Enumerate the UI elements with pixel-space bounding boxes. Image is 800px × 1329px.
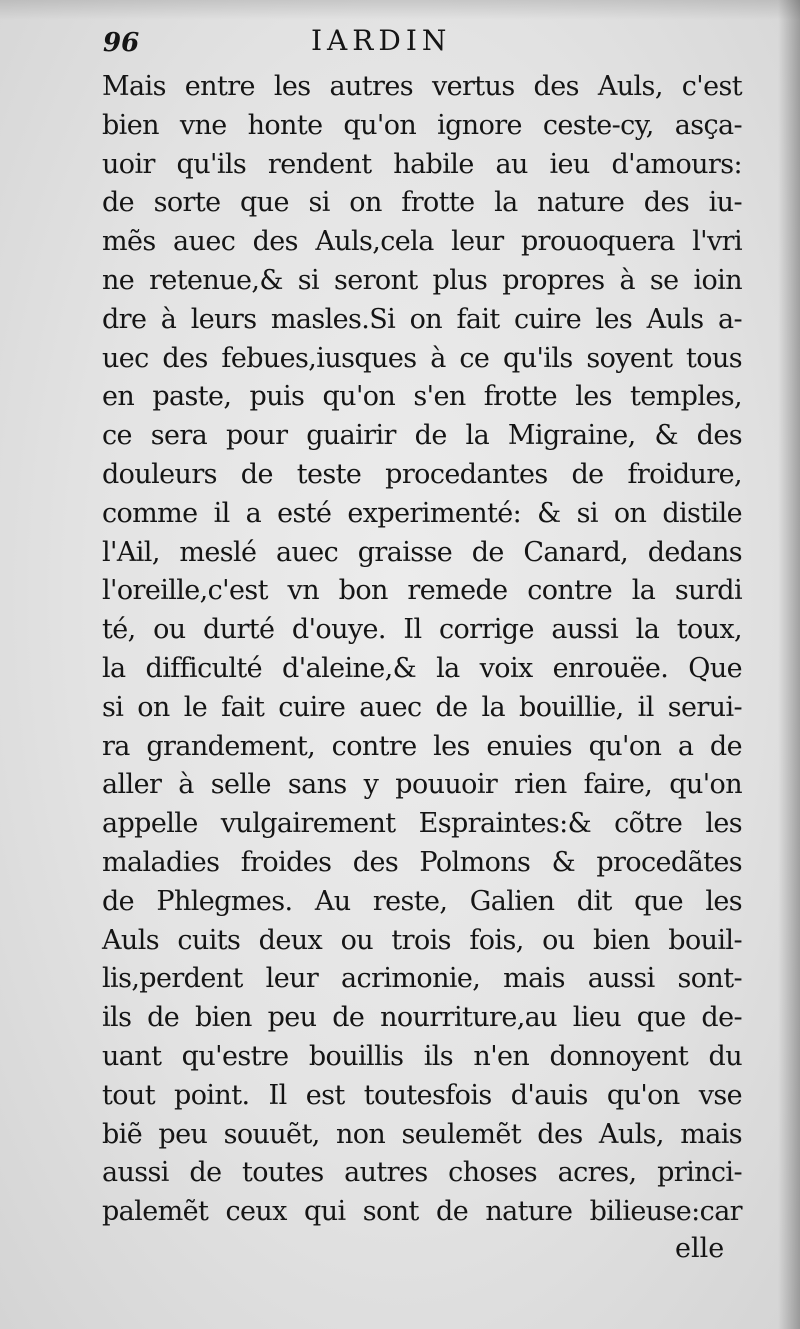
text-line: de Phlegmes. Au reste, Galien dit que les [102,885,742,917]
text-line: appelle vulgairement Espraintes:& cõtre les [102,808,742,840]
text-line: Mais entre les autres vertus des Auls, c'est [102,71,742,102]
text-line: ra grandement, contre les enuies qu'on a de [102,730,742,762]
text-line: en paste, puis qu'on s'en frotte les temples, [102,381,742,413]
text-line: ils de bien peu de nourriture,au lieu que de- [102,1002,742,1034]
text-line: mẽs auec des Auls,cela leur prouoquera l'vri [102,226,742,258]
text-line: tout point. Il est toutesfois d'auis qu'on vse [102,1079,742,1111]
text-line: l'oreille,c'est vn bon remede contre la surdi [102,575,742,607]
text-line: aussi de toutes autres choses acres, princi- [102,1157,742,1189]
page-number: 96 [103,28,140,58]
page-gutter-shadow [778,0,800,1329]
text-line: ne retenue,& si seront plus propres à se ioin [102,264,742,296]
text-line: lis,perdent leur acrimonie, mais aussi sont- [102,963,742,995]
text-line: dre à leurs masles.Si on fait cuire les Auls a- [102,303,742,335]
running-head: IARDIN [311,24,452,57]
text-line: uoir qu'ils rendent habile au ieu d'amours: [102,148,742,180]
text-line: maladies froides des Polmons & procedãtes [102,846,742,878]
body-text [102,68,742,1232]
text-line: Auls cuits deux ou trois fois, ou bien bouil- [102,924,742,956]
text-line: de sorte que si on frotte la nature des iu- [102,187,742,219]
text-line: uant qu'estre bouillis ils n'en donnoyent du [102,1040,742,1072]
text-line: bien vne honte qu'on ignore ceste-cy, asça- [102,109,742,141]
text-line: palemẽt ceux qui sont de nature bilieuse:car [102,1196,742,1228]
page-header [103,12,743,62]
text-line: si on le fait cuire auec de la bouillie, il serui- [102,691,742,723]
text-line: comme il a esté experimenté: & si on distile [102,497,742,529]
text-line: douleurs de teste procedantes de froidure, [102,458,742,490]
text-line: ce sera pour guairir de la Migraine, & des [102,420,742,452]
text-line: la difficulté d'aleine,& la voix enrouëe. Que [102,652,742,684]
text-line: aller à selle sans y pouuoir rien faire, qu'on [102,769,742,801]
text-line: uec des febues,iusques à ce qu'ils soyent tous [102,342,742,374]
text-line: biẽ peu souuẽt, non seulemẽt des Auls, mais [102,1118,742,1150]
text-line: l'Ail, meslé auec graisse de Canard, dedans [102,536,742,568]
text-line: té, ou durté d'ouye. Il corrige aussi la toux, [102,614,742,646]
catchword: elle [675,1233,725,1264]
